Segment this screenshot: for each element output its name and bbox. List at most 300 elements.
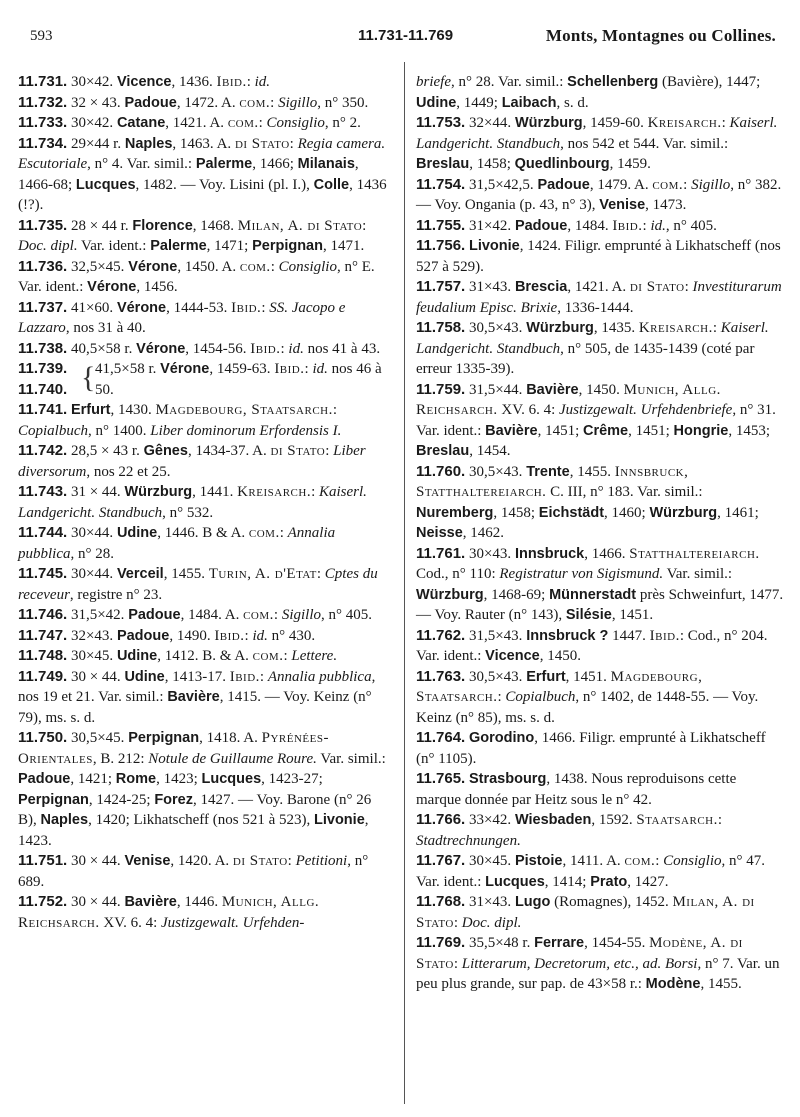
entry-text: , 1468. <box>192 217 238 234</box>
entry-text: : <box>283 648 292 664</box>
entry-number: 11.759. <box>416 380 466 398</box>
catalog-entry <box>18 134 392 216</box>
place-name: Innsbruck <box>514 545 585 562</box>
place-name: Catane <box>116 115 166 131</box>
entry-text: , 1471. <box>322 238 365 254</box>
entry-text: , 1424. Filigr. emprunté à Likhatscheff (nos 527 à 529). <box>416 238 781 275</box>
entry-number: 11.733. <box>18 114 68 131</box>
entry-text: : <box>721 115 730 131</box>
catalog-entry <box>416 462 784 544</box>
entry-number: 11.755. <box>416 216 466 234</box>
catalog-entry <box>18 892 392 933</box>
source-title: Sigillo <box>691 176 731 193</box>
entry-number: 11.743. <box>18 483 68 500</box>
source-title: Doc. dipl. <box>18 238 78 254</box>
source-title: Regia camera. Escutoriale <box>18 135 386 172</box>
entry-text: 41,5×58 r. <box>95 361 161 377</box>
entry-text: , 1421. A. <box>165 115 228 131</box>
catalog-entry <box>18 400 392 441</box>
entry-text: , 1413-17. <box>164 668 230 685</box>
entry-text: , 1446. <box>176 894 222 910</box>
entry-text: : <box>246 74 255 90</box>
place-name: Colle <box>313 176 350 193</box>
archive-name: Kreisarch. <box>638 320 713 336</box>
source-title: Annalia pubblica <box>18 525 336 562</box>
entry-text: 30 × 44. <box>67 668 125 685</box>
entry-text: , 1446. B & A. <box>157 525 249 541</box>
place-name: Vérone <box>160 361 210 377</box>
entry-text: XV. 6. 4: <box>497 402 560 418</box>
source-title: Investiturarum feudalium Episc. Brixie <box>416 279 782 316</box>
entry-text: , 1427. <box>627 873 669 890</box>
place-name: Bavière <box>167 689 220 705</box>
catalog-entry <box>416 626 784 667</box>
entry-number: 11.745. <box>18 565 68 582</box>
entry-number: 11.760. <box>416 462 466 480</box>
entry-text: : <box>497 689 506 705</box>
entry-text: , 1450. <box>578 381 624 398</box>
entry-text: , s. d. <box>556 94 589 111</box>
entry-text: : <box>244 627 253 644</box>
source-title: Cptes du receveur <box>18 566 378 603</box>
source-title: Justizgewalt. Urfehdenbriefe <box>559 402 733 418</box>
entry-text: Var. simil.: <box>663 566 733 582</box>
entry-text: , n° 7. Var. un peu plus grande, sur pap. de 43×58 r.: <box>416 955 780 992</box>
catalog-entry <box>18 646 392 667</box>
entry-body <box>95 359 392 400</box>
entry-text: Cod., n° 110: <box>416 566 500 582</box>
entry-text: 30 × 44. <box>67 853 125 869</box>
place-name: Udine <box>124 668 165 685</box>
place-name: Laibach <box>501 94 557 111</box>
place-name: Rome <box>115 771 157 787</box>
entry-text: , 1450. A. <box>177 258 240 275</box>
catalog-entry <box>18 72 392 93</box>
entry-text: , 1414; <box>544 873 591 890</box>
source-title: Copialbuch <box>18 422 88 439</box>
entry-text: , 1455. <box>163 566 209 582</box>
entry-text: : <box>712 320 721 336</box>
entry-text: , n° 405. <box>665 217 717 234</box>
place-name: Padoue <box>514 217 568 234</box>
entry-text: , 1460; <box>604 504 650 521</box>
source-title: Doc. dipl. <box>461 914 522 931</box>
place-name: Udine <box>116 525 158 541</box>
place-name: Würzburg <box>124 484 193 500</box>
brace-icon: { <box>81 361 96 394</box>
source-title: Sigillo <box>281 607 321 623</box>
entry-text: , 1463. A. <box>172 135 235 152</box>
catalog-entry <box>18 667 392 729</box>
place-name: Schellenberg <box>567 74 659 90</box>
entry-number: 11.742. <box>18 442 68 459</box>
entry-number: 11.736. <box>18 257 68 275</box>
entry-text: 28 × 44 r. <box>67 217 133 234</box>
source-title: id. <box>650 217 666 234</box>
place-name: Bavière <box>485 422 538 439</box>
entry-text: : <box>270 94 279 111</box>
entry-text: : <box>325 443 334 459</box>
entry-text: près Schweinfurt, 1477. — Voy. Rauter (n° 143), <box>416 586 784 623</box>
entry-text: , 1441. <box>192 484 238 500</box>
entry-text: : <box>258 115 267 131</box>
place-name: Hongrie <box>673 422 729 439</box>
place-name: Würzburg <box>416 586 484 603</box>
archive-name: Munich, Allg. Reichsarch. <box>18 894 320 931</box>
entry-number: 11.744. <box>18 524 68 541</box>
entry-number: 11.734. <box>18 134 68 152</box>
entry-number: 11.740. <box>18 380 68 398</box>
source-title: Liber diversorum <box>18 443 366 480</box>
entry-text: , 1484. <box>567 217 613 234</box>
source-title: Notule de Guillaume Roure. <box>148 750 317 767</box>
place-name: Breslau <box>416 156 470 172</box>
entry-text: : <box>270 258 279 275</box>
archive-name: di Stato <box>629 279 685 295</box>
source-title: briefe <box>416 74 451 90</box>
catalog-entry <box>416 216 784 237</box>
archive-name: Pyrénées-Orientales <box>18 730 329 767</box>
entry-text: , 1434-37. A. <box>187 443 271 459</box>
entry-text: , 1453; <box>728 422 770 439</box>
entry-text: , B. 212: <box>92 750 149 767</box>
source-title: Sigillo <box>278 94 318 111</box>
entry-text: , 1459. <box>609 156 651 172</box>
entry-text: , 1490. <box>169 627 215 644</box>
entry-text: : <box>311 484 319 500</box>
place-name: Forez <box>154 791 193 808</box>
archive-name: com. <box>239 94 271 111</box>
place-name: Perpignan <box>252 238 323 254</box>
entry-text: , n° 2. <box>324 115 361 131</box>
place-name: Naples <box>40 812 89 828</box>
grouped-entry <box>18 359 392 400</box>
source-title: Consiglio <box>278 258 337 275</box>
place-name: Nuremberg <box>416 504 494 521</box>
source-title: Stadtrechnungen. <box>416 832 521 849</box>
place-name: Padoue <box>18 771 71 787</box>
entry-text: : <box>316 566 325 582</box>
archive-name: Turin, A. d'Etat <box>208 566 317 582</box>
entry-text: , 1458; <box>493 504 539 521</box>
catalog-entry <box>416 277 784 318</box>
column-divider <box>404 62 405 1104</box>
catalog-entry <box>18 482 392 523</box>
catalog-entry <box>416 933 784 995</box>
source-title: id. <box>312 361 328 377</box>
place-name: Padoue <box>537 176 590 193</box>
entry-text: 30,5×43. <box>465 668 527 685</box>
entry-text: , 1436. <box>171 74 217 90</box>
entry-text: , 1423. <box>18 812 369 849</box>
source-title: Consiglio <box>663 853 722 869</box>
entry-text: , 1592. <box>591 812 637 828</box>
place-name: Palerme <box>150 238 207 254</box>
place-name: Modène <box>645 976 701 992</box>
entry-text: (Romagnes), 1452. <box>550 894 673 910</box>
archive-name: Munich, Allg. Reichsarch. <box>416 381 721 418</box>
place-name: Münnerstadt <box>549 586 637 603</box>
archive-name: Staatsarch. <box>636 812 718 828</box>
source-title: SS. Jacopo e Lazzaro <box>18 299 346 336</box>
catalog-entry <box>416 175 784 216</box>
place-name: Lugo <box>514 894 551 910</box>
catalog-entry <box>416 318 784 380</box>
entry-text: 30×45. <box>67 648 117 664</box>
entry-text: , 1438. Nous reproduisons cette marque donnée par Heitz sous le n° 42. <box>416 771 737 808</box>
catalog-entry <box>18 216 392 257</box>
place-name: Erfurt <box>526 668 566 685</box>
entry-text: 35,5×48 r. <box>465 935 535 951</box>
entry-text: , nos 19 et 21. Var. simil.: <box>18 668 376 705</box>
catalog-entry <box>18 113 392 134</box>
entry-text: : <box>717 812 723 828</box>
entry-text: : <box>453 914 462 931</box>
entry-number: 11.765. <box>416 770 466 787</box>
place-name: Vérone <box>87 279 137 295</box>
page-header <box>0 24 800 48</box>
entry-text: , 1454-56. <box>185 340 251 357</box>
place-name: Verceil <box>116 566 164 582</box>
archive-name: Kreisarch. <box>237 484 312 500</box>
entry-text: : <box>287 853 296 869</box>
place-name: Naples <box>124 135 173 152</box>
place-name: Crême <box>582 422 629 439</box>
place-name: Milanais <box>297 156 355 172</box>
entry-text: 32 × 43. <box>67 94 125 111</box>
catalog-entry <box>18 728 392 851</box>
entry-number: 11.737. <box>18 298 68 316</box>
entry-text: , 1455. <box>700 976 742 992</box>
entry-text: n° 430. <box>267 627 316 644</box>
entry-text: 30×45. <box>465 853 515 869</box>
entry-text: , 1472. A. <box>176 94 240 111</box>
entry-number: 11.766. <box>416 811 466 828</box>
entry-range: 11.731-11.769 <box>358 27 454 44</box>
archive-name: Ibid. <box>229 668 260 685</box>
entry-text: 31,5×42,5. <box>465 176 538 193</box>
place-name: Perpignan <box>18 791 89 808</box>
entry-text: 31×43. <box>465 894 515 910</box>
entry-text: : <box>304 361 313 377</box>
place-name: Vérone <box>116 299 167 316</box>
entry-text: , 1451; <box>628 422 674 439</box>
entry-text: , 1411. A. <box>562 853 625 869</box>
place-name: Quedlinbourg <box>514 156 610 172</box>
entry-text: : <box>362 217 367 234</box>
entry-text: 30 × 44. <box>67 894 125 910</box>
place-name: Neisse <box>416 525 463 541</box>
entry-text: , nos 542 et 544. Var. simil.: <box>560 135 729 152</box>
entry-text: , 1454. <box>469 443 511 459</box>
entry-text: : <box>259 668 268 685</box>
entry-number: 11.747. <box>18 626 68 644</box>
archive-name: Ibid. <box>612 217 643 234</box>
entry-text: 30,5×43. <box>465 463 527 480</box>
place-name: Gênes <box>143 443 188 459</box>
place-name: Würzburg <box>514 115 583 131</box>
catalog-entry <box>416 72 784 113</box>
archive-name: di Stato <box>232 853 288 869</box>
entry-number: 11.732. <box>18 93 68 111</box>
running-title: Monts, Montagnes ou Collines. <box>545 26 776 45</box>
source-title: Annalia pubblica <box>267 668 372 685</box>
entry-text: 30×44. <box>67 566 117 582</box>
place-name: Venise <box>599 197 646 213</box>
catalog-entry <box>18 851 392 892</box>
place-name: Silésie <box>565 607 612 623</box>
entry-text: : <box>273 607 282 623</box>
place-name: Livonie <box>468 238 520 254</box>
entry-text: Var. simil.: <box>316 750 386 767</box>
entry-text: , 1458; <box>469 156 515 172</box>
entry-text: nos 41 à 43. <box>303 340 381 357</box>
entry-number: 11.762. <box>416 626 466 644</box>
entry-text: 30×42. <box>67 74 117 90</box>
archive-name: Milan, A. di Stato <box>416 894 755 931</box>
source-title: Kaiserl. Landgericht. Standbuch <box>416 320 769 357</box>
entry-text: , n° 505, de 1435-1439 (coté par erreur 1335-39). <box>416 340 755 377</box>
entry-text: , n° 350. <box>317 94 369 111</box>
entry-number: 11.754. <box>416 175 466 193</box>
entry-text: , 1449; <box>456 94 502 111</box>
place-name: Perpignan <box>128 730 200 746</box>
entry-text: : <box>261 299 270 316</box>
entry-text: 30×43. <box>465 545 515 562</box>
entry-text: : <box>684 279 693 295</box>
entry-text: , 1415. — Voy. Keinz (n° 79), ms. s. d. <box>18 689 372 726</box>
entry-text: , 1471; <box>206 238 253 254</box>
archive-name: Ibid. <box>216 74 247 90</box>
place-name: Vérone <box>128 258 178 275</box>
entry-text: , 1436 (!?). <box>18 176 387 213</box>
place-name: Padoue <box>128 607 181 623</box>
entry-text: , 1473. <box>645 197 687 213</box>
archive-name: Ibid. <box>649 627 680 644</box>
archive-name: com. <box>252 648 284 664</box>
archive-name: Milan, A. di Stato <box>237 217 363 234</box>
archive-name: Innsbruck, Statthaltereiarch. <box>416 463 689 500</box>
place-name: Bavière <box>124 894 177 910</box>
place-name: Brescia <box>514 279 568 295</box>
archive-name: Ibid. <box>274 361 305 377</box>
entry-number: 11.741. <box>18 401 68 418</box>
entry-text: : <box>279 525 288 541</box>
entry-text: , n° 1402, de 1448-55. — Voy. Keinz (n° 85), ms. s. d. <box>416 689 759 726</box>
source-title: Kaiserl. Landgericht. Standbuch <box>416 115 778 152</box>
entry-number: 11.763. <box>416 667 466 685</box>
entry-text: , n° 1400. <box>88 422 151 439</box>
archive-name: com. <box>243 607 274 623</box>
place-name: Würzburg <box>649 504 718 521</box>
entry-text: , 1479. A. <box>589 176 653 193</box>
place-name: Innsbruck ? <box>526 627 609 644</box>
entry-text: : Cod., n° 204. Var. ident.: <box>416 627 768 664</box>
entry-text: , 1420; Likhatscheff (nos 521 à 523), <box>88 812 314 828</box>
source-title: Copialbuch <box>505 689 576 705</box>
entry-text: , n° 28. Var. simil.: <box>451 74 568 90</box>
place-name: Trente <box>526 463 570 480</box>
entry-number: 11.752. <box>18 893 68 910</box>
entry-text: : <box>289 135 298 152</box>
entry-text: , 1466; <box>252 156 298 172</box>
catalog-entry <box>416 769 784 810</box>
entry-number: 11.750. <box>18 729 68 746</box>
entry-text: 31,5×43. <box>465 627 527 644</box>
entry-text: Var. ident.: <box>77 238 151 254</box>
entry-text: , 1482. — Voy. Lisini (pl. I.), <box>135 176 314 193</box>
catalog-entry <box>416 667 784 729</box>
entry-text: , registre n° 23. <box>69 586 163 603</box>
entry-text: , 1461; <box>717 504 759 521</box>
place-name: Breslau <box>416 443 470 459</box>
entry-text: , 1424-25; <box>88 791 155 808</box>
place-name: Eichstädt <box>538 504 605 521</box>
entry-text: , 1466-68; <box>18 156 359 193</box>
archive-name: Statthaltereiarch. <box>629 545 760 562</box>
entry-text: C. III, n° 183. Var. simil.: <box>546 484 703 500</box>
entry-text: , 1466. <box>584 545 630 562</box>
place-name: Vérone <box>136 340 186 357</box>
archive-name: di Stato <box>234 135 290 152</box>
place-name: Padoue <box>124 94 177 111</box>
entry-text: 32×44. <box>465 115 515 131</box>
archive-name: di Stato <box>270 443 326 459</box>
entry-text: 30×44. <box>67 525 117 541</box>
entry-text: , 1418. A. <box>199 730 262 746</box>
entry-text: , 1454-55. <box>584 935 650 951</box>
catalog-entry <box>18 298 392 339</box>
entry-text: , 1451. <box>565 668 611 685</box>
entry-text: 31×42. <box>465 217 515 234</box>
entry-number: 11.764. <box>416 729 466 746</box>
entry-text: 31,5×42. <box>67 607 129 623</box>
archive-name: com. <box>239 258 271 275</box>
entry-text: 31×43. <box>465 279 515 295</box>
place-name: Florence <box>132 217 193 234</box>
place-name: Gorodino <box>468 730 535 746</box>
catalog-entry <box>18 605 392 626</box>
catalog-entry <box>18 626 392 647</box>
entry-text: , 1451; <box>537 422 583 439</box>
source-title: id. <box>254 74 271 90</box>
entry-text: , n° 689. <box>18 853 369 890</box>
entry-text: : <box>655 853 664 869</box>
entry-text: , 1423; <box>156 771 202 787</box>
place-name: Livonie <box>314 812 365 828</box>
catalog-entry <box>416 380 784 462</box>
entry-text: , n° 532. <box>162 504 214 521</box>
entry-text: , n° 382. — Voy. Ongania (p. 43, n° 3), <box>416 176 782 213</box>
entry-number: 11.738. <box>18 339 68 357</box>
entry-text: 1447. <box>608 627 650 644</box>
archive-name: Magdebourg, Staatsarch. <box>155 402 333 418</box>
source-title: Registratur von Sigismund. <box>499 566 664 582</box>
entry-text: , 1456. <box>136 279 178 295</box>
entry-number: 11.757. <box>416 278 466 295</box>
archive-name: Ibid. <box>231 299 262 316</box>
entry-text: , 1420. A. <box>170 853 233 869</box>
entry-text: : <box>332 402 338 418</box>
entry-text: , 1427. — Voy. Barone (n° 26 B), <box>18 791 372 828</box>
entry-text: 31,5×44. <box>465 381 527 398</box>
entry-text: 28,5 × 43 r. <box>67 443 144 459</box>
archive-name: com. <box>248 525 280 541</box>
entry-number: 11.735. <box>18 216 68 234</box>
source-title: Kaiserl. Landgericht. Standbuch <box>18 484 367 521</box>
place-name: Bavière <box>526 381 579 398</box>
source-title: Petitioni <box>295 853 348 869</box>
